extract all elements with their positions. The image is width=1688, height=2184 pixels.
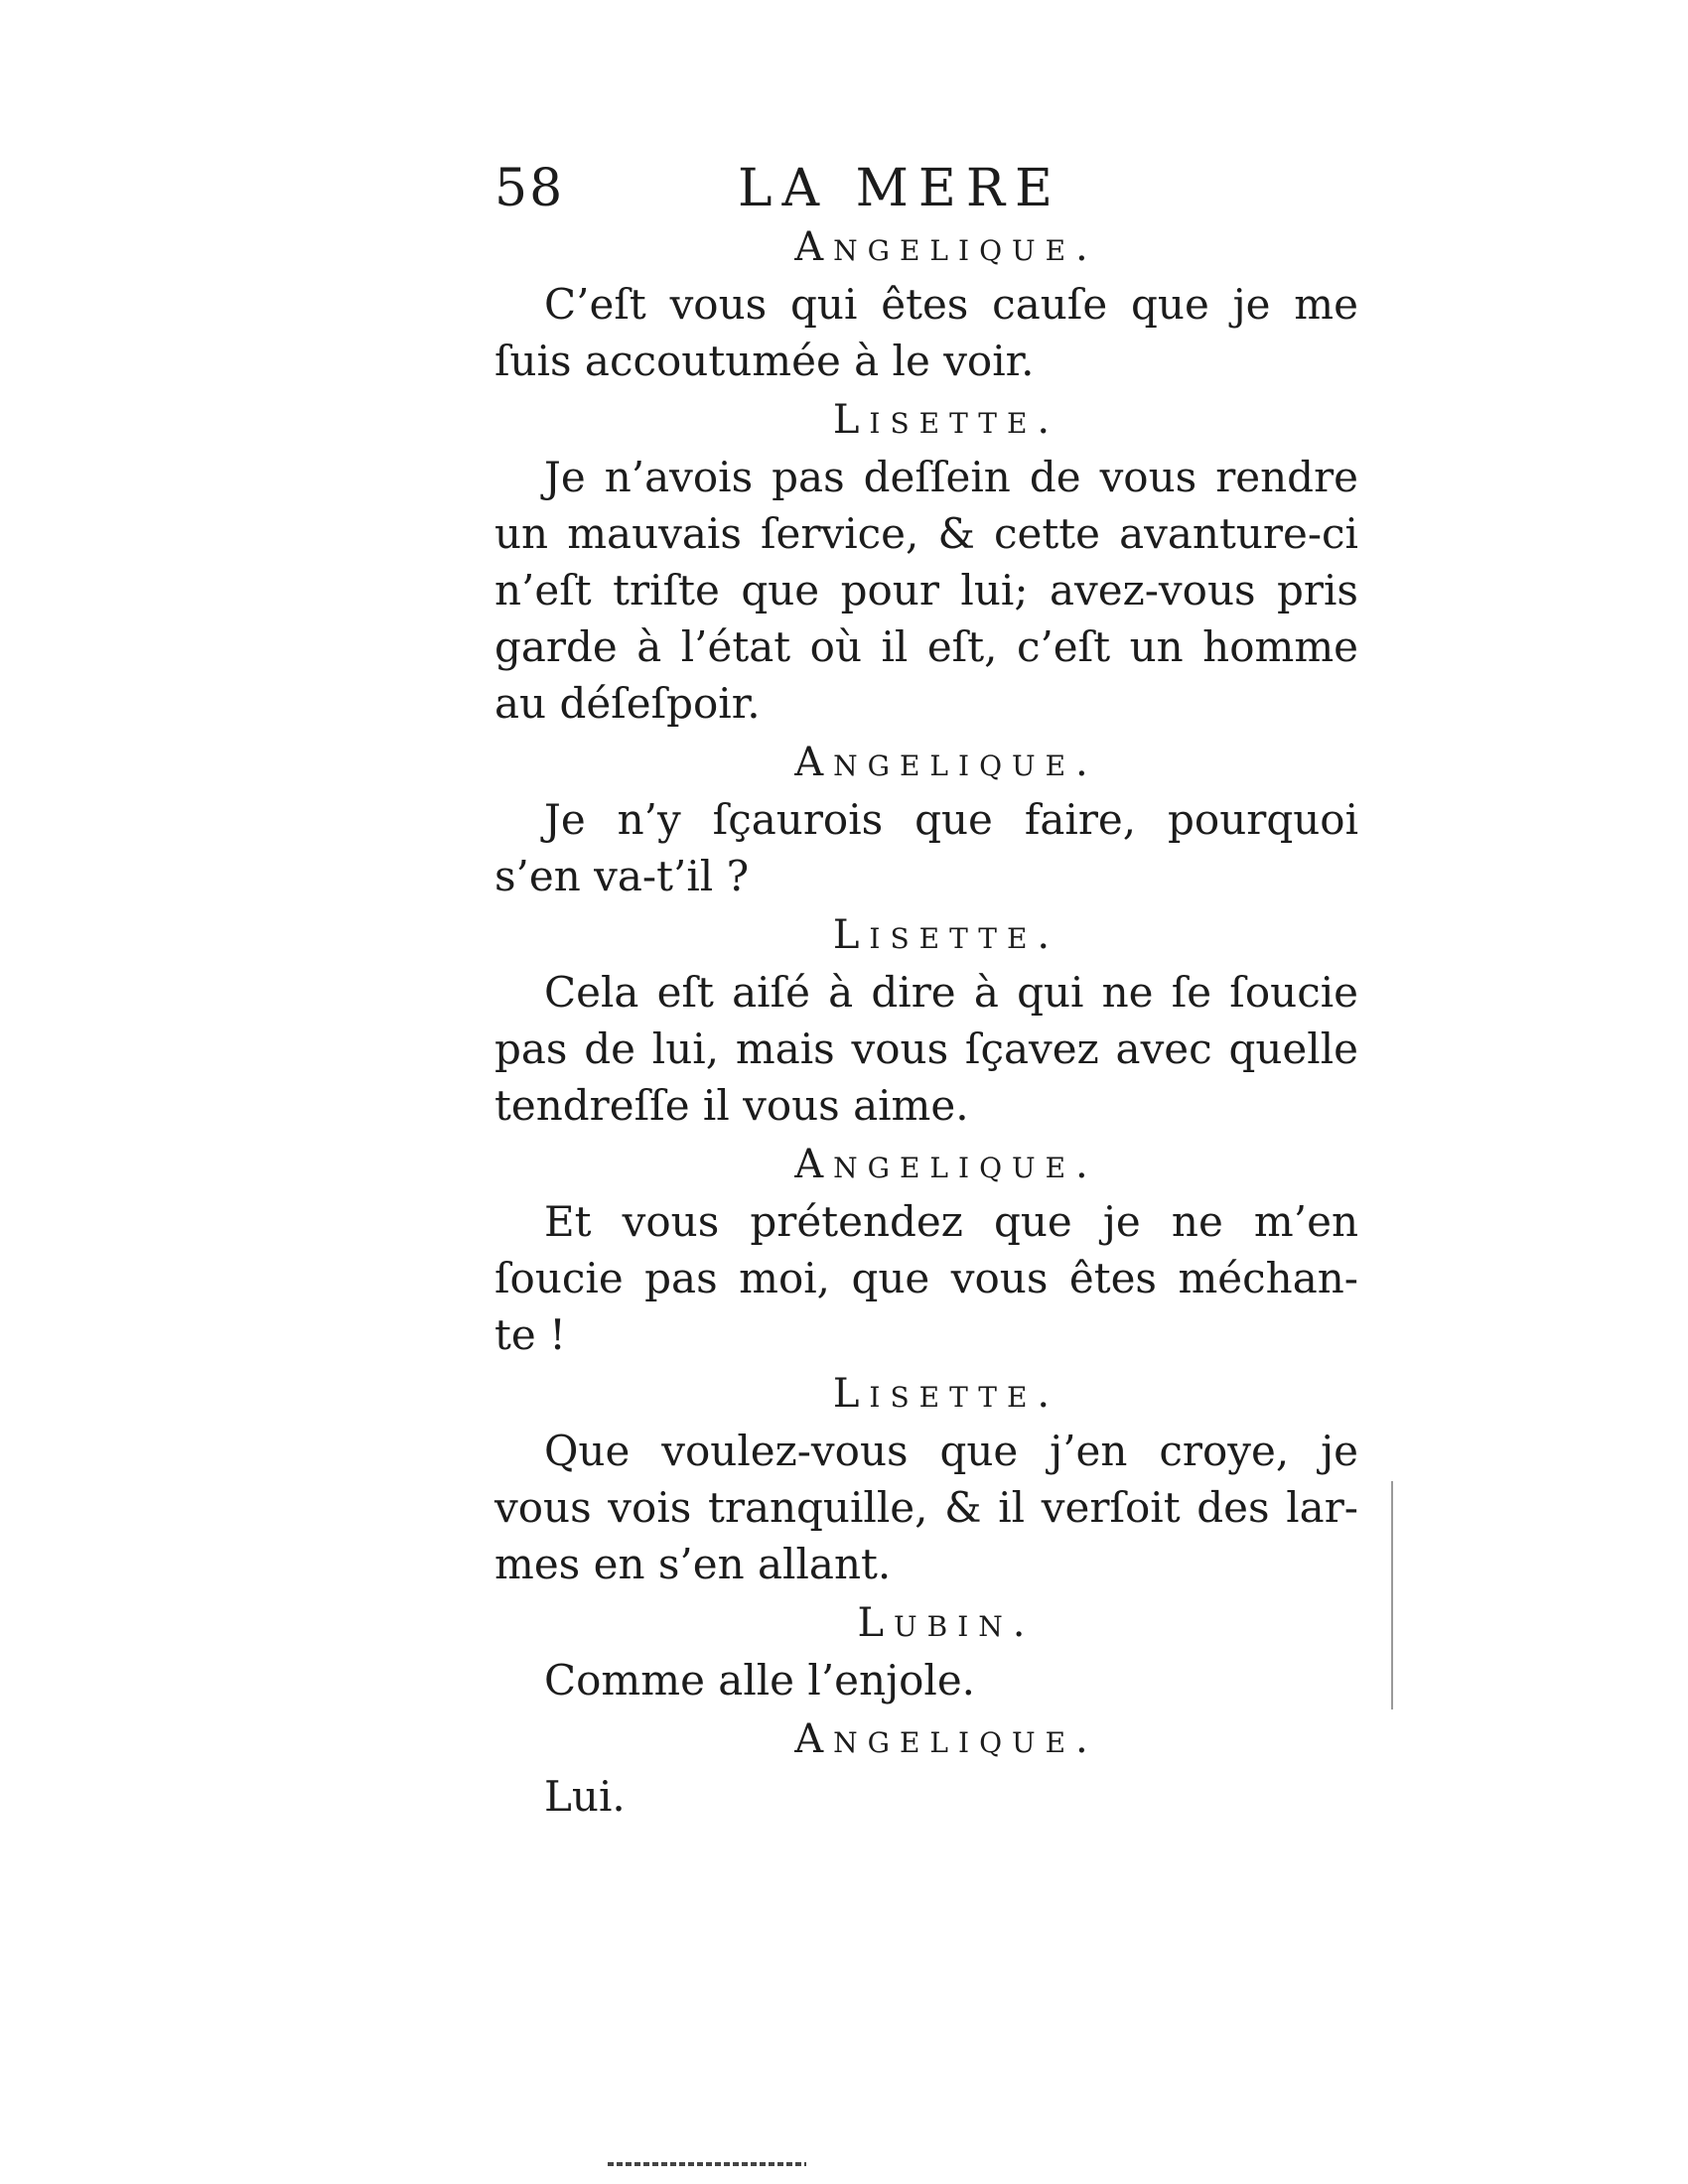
speaker-name: Angelique. [794, 1142, 1098, 1187]
bottom-rule [608, 2162, 806, 2166]
speaker-name: Angelique. [794, 740, 1098, 785]
speaker-name: Lisette. [832, 397, 1060, 443]
speech-line: C’eſt vous qui êtes cauſe que je me ſuis accoutumée à le voir. [494, 280, 1358, 385]
dialogue-text [494, 218, 1358, 1825]
speech-line: Je n’y ſçaurois que faire, pourquoi s’en va-t’il ? [494, 795, 1358, 900]
margin-mark [1391, 1481, 1393, 1709]
speech-line: Je n’avois pas deſſein de vous rendre un mauvais ſervice, & cette avanture-ci n’eſt triſte que pour lui; avez-vous pris garde à l’état où il eſt, c’eſt un homme au déſeſpoir. [494, 453, 1358, 728]
speech-line: Et vous prétendez que je ne m’en ſoucie pas moi, que vous êtes méchan- te ! [494, 1197, 1358, 1359]
speaker-name: Lubin. [857, 1600, 1036, 1646]
page-number: 58 [494, 159, 565, 218]
speaker-name: Angelique. [794, 1716, 1098, 1762]
speech-line: Comme alle l’enjole. [544, 1656, 976, 1705]
speech-line: Lui. [544, 1772, 626, 1821]
speaker-name: Angelique. [794, 224, 1098, 270]
speech-line: Que voulez-vous que j’en croye, je vous vois tranquille, & il verſoit des lar- mes en s’en allant. [494, 1427, 1358, 1588]
speech-line: Cela eſt aiſé à dire à qui ne ſe ſoucie pas de lui, mais vous ſçavez avec quelle tendreſſe il vous aime. [494, 968, 1358, 1130]
running-title: LA MERE [738, 159, 1062, 218]
speaker-name: Lisette. [832, 912, 1060, 958]
speaker-name: Lisette. [832, 1371, 1060, 1417]
